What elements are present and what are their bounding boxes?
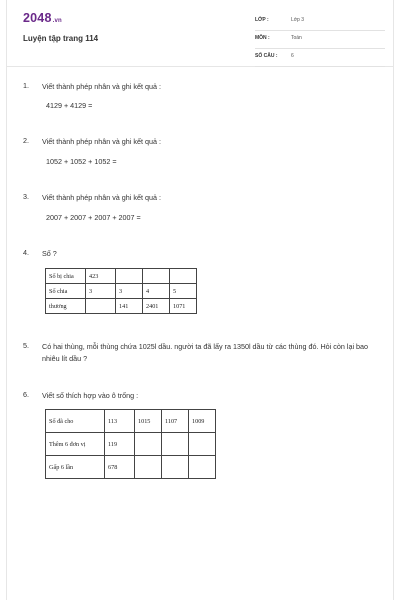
table-cell: 678 (105, 456, 135, 479)
table-cell[interactable] (170, 269, 197, 284)
table-row (46, 456, 216, 479)
question-text: Có hai thùng, mỗi thùng chứa 1025l dầu. người ta đã lấy ra 1350l dầu từ các thùng đó. Hỏi còn lại bao nhiêu lít dầu ? (42, 342, 369, 363)
question-number: 4. (23, 248, 29, 257)
meta-row-subject (255, 32, 385, 49)
table-cell[interactable] (135, 433, 162, 456)
worksheet-page (6, 0, 394, 600)
logo-text: 2048 (23, 11, 52, 25)
question-text: Viết số thích hợp vào ô trống : (42, 391, 139, 400)
meta-value: Lớp 3 (291, 17, 305, 23)
meta-row-grade (255, 14, 385, 31)
question-3-expression: 2007 + 2007 + 2007 + 2007 = (46, 213, 141, 222)
table-cell: Số đã cho (46, 410, 105, 433)
question-number: 2. (23, 136, 29, 145)
table-cell[interactable] (162, 433, 189, 456)
table-cell[interactable] (86, 299, 116, 314)
table-cell: 1009 (189, 410, 216, 433)
meta-label: MÔN : (255, 35, 270, 41)
page-title: Luyện tập trang 114 (23, 34, 99, 43)
table-cell: 3 (86, 284, 116, 299)
fill-in-table (45, 409, 216, 479)
table-row (46, 299, 197, 314)
table-cell: 4 (143, 284, 170, 299)
table-cell: 5 (170, 284, 197, 299)
table-cell: 3 (116, 284, 143, 299)
table-cell: Số chia (46, 284, 86, 299)
table-cell: 2401 (143, 299, 170, 314)
table-cell[interactable] (189, 433, 216, 456)
meta-value: Toán (291, 35, 302, 41)
question-number: 1. (23, 81, 29, 90)
meta-label: SỐ CÂU : (255, 53, 278, 59)
question-text: Số ? (42, 249, 57, 258)
site-logo[interactable] (23, 11, 62, 25)
table-cell: Số bị chia (46, 269, 86, 284)
table-cell: 119 (105, 433, 135, 456)
table-cell[interactable] (135, 456, 162, 479)
worksheet-header (7, 0, 393, 67)
logo-suffix: .vn (52, 18, 62, 24)
question-text: Viết thành phép nhân và ghi kết quả : (42, 137, 161, 146)
meta-row-count (255, 50, 385, 67)
table-cell[interactable] (189, 456, 216, 479)
table-cell[interactable] (116, 269, 143, 284)
meta-info (255, 14, 385, 68)
question-text: Viết thành phép nhân và ghi kết quả : (42, 82, 161, 91)
table-cell: Gấp 6 lần (46, 456, 105, 479)
table-row (46, 269, 197, 284)
question-number: 6. (23, 390, 29, 399)
table-row (46, 410, 216, 433)
table-cell: 113 (105, 410, 135, 433)
table-cell[interactable] (143, 269, 170, 284)
table-cell: 1107 (162, 410, 189, 433)
meta-label: LỚP : (255, 17, 269, 23)
table-cell: 423 (86, 269, 116, 284)
table-cell: 1015 (135, 410, 162, 433)
meta-value: 6 (291, 53, 294, 59)
question-1-expression: 4129 + 4129 = (46, 101, 93, 110)
question-2-expression: 1052 + 1052 + 1052 = (46, 157, 117, 166)
question-text: Viết thành phép nhân và ghi kết quả : (42, 193, 161, 202)
table-cell: Thêm 6 đơn vị (46, 433, 105, 456)
table-cell[interactable] (162, 456, 189, 479)
question-number: 5. (23, 341, 29, 350)
table-cell: thương (46, 299, 86, 314)
question-number: 3. (23, 192, 29, 201)
division-table (45, 268, 197, 314)
table-cell: 141 (116, 299, 143, 314)
table-row (46, 433, 216, 456)
table-cell: 1071 (170, 299, 197, 314)
table-row (46, 284, 197, 299)
